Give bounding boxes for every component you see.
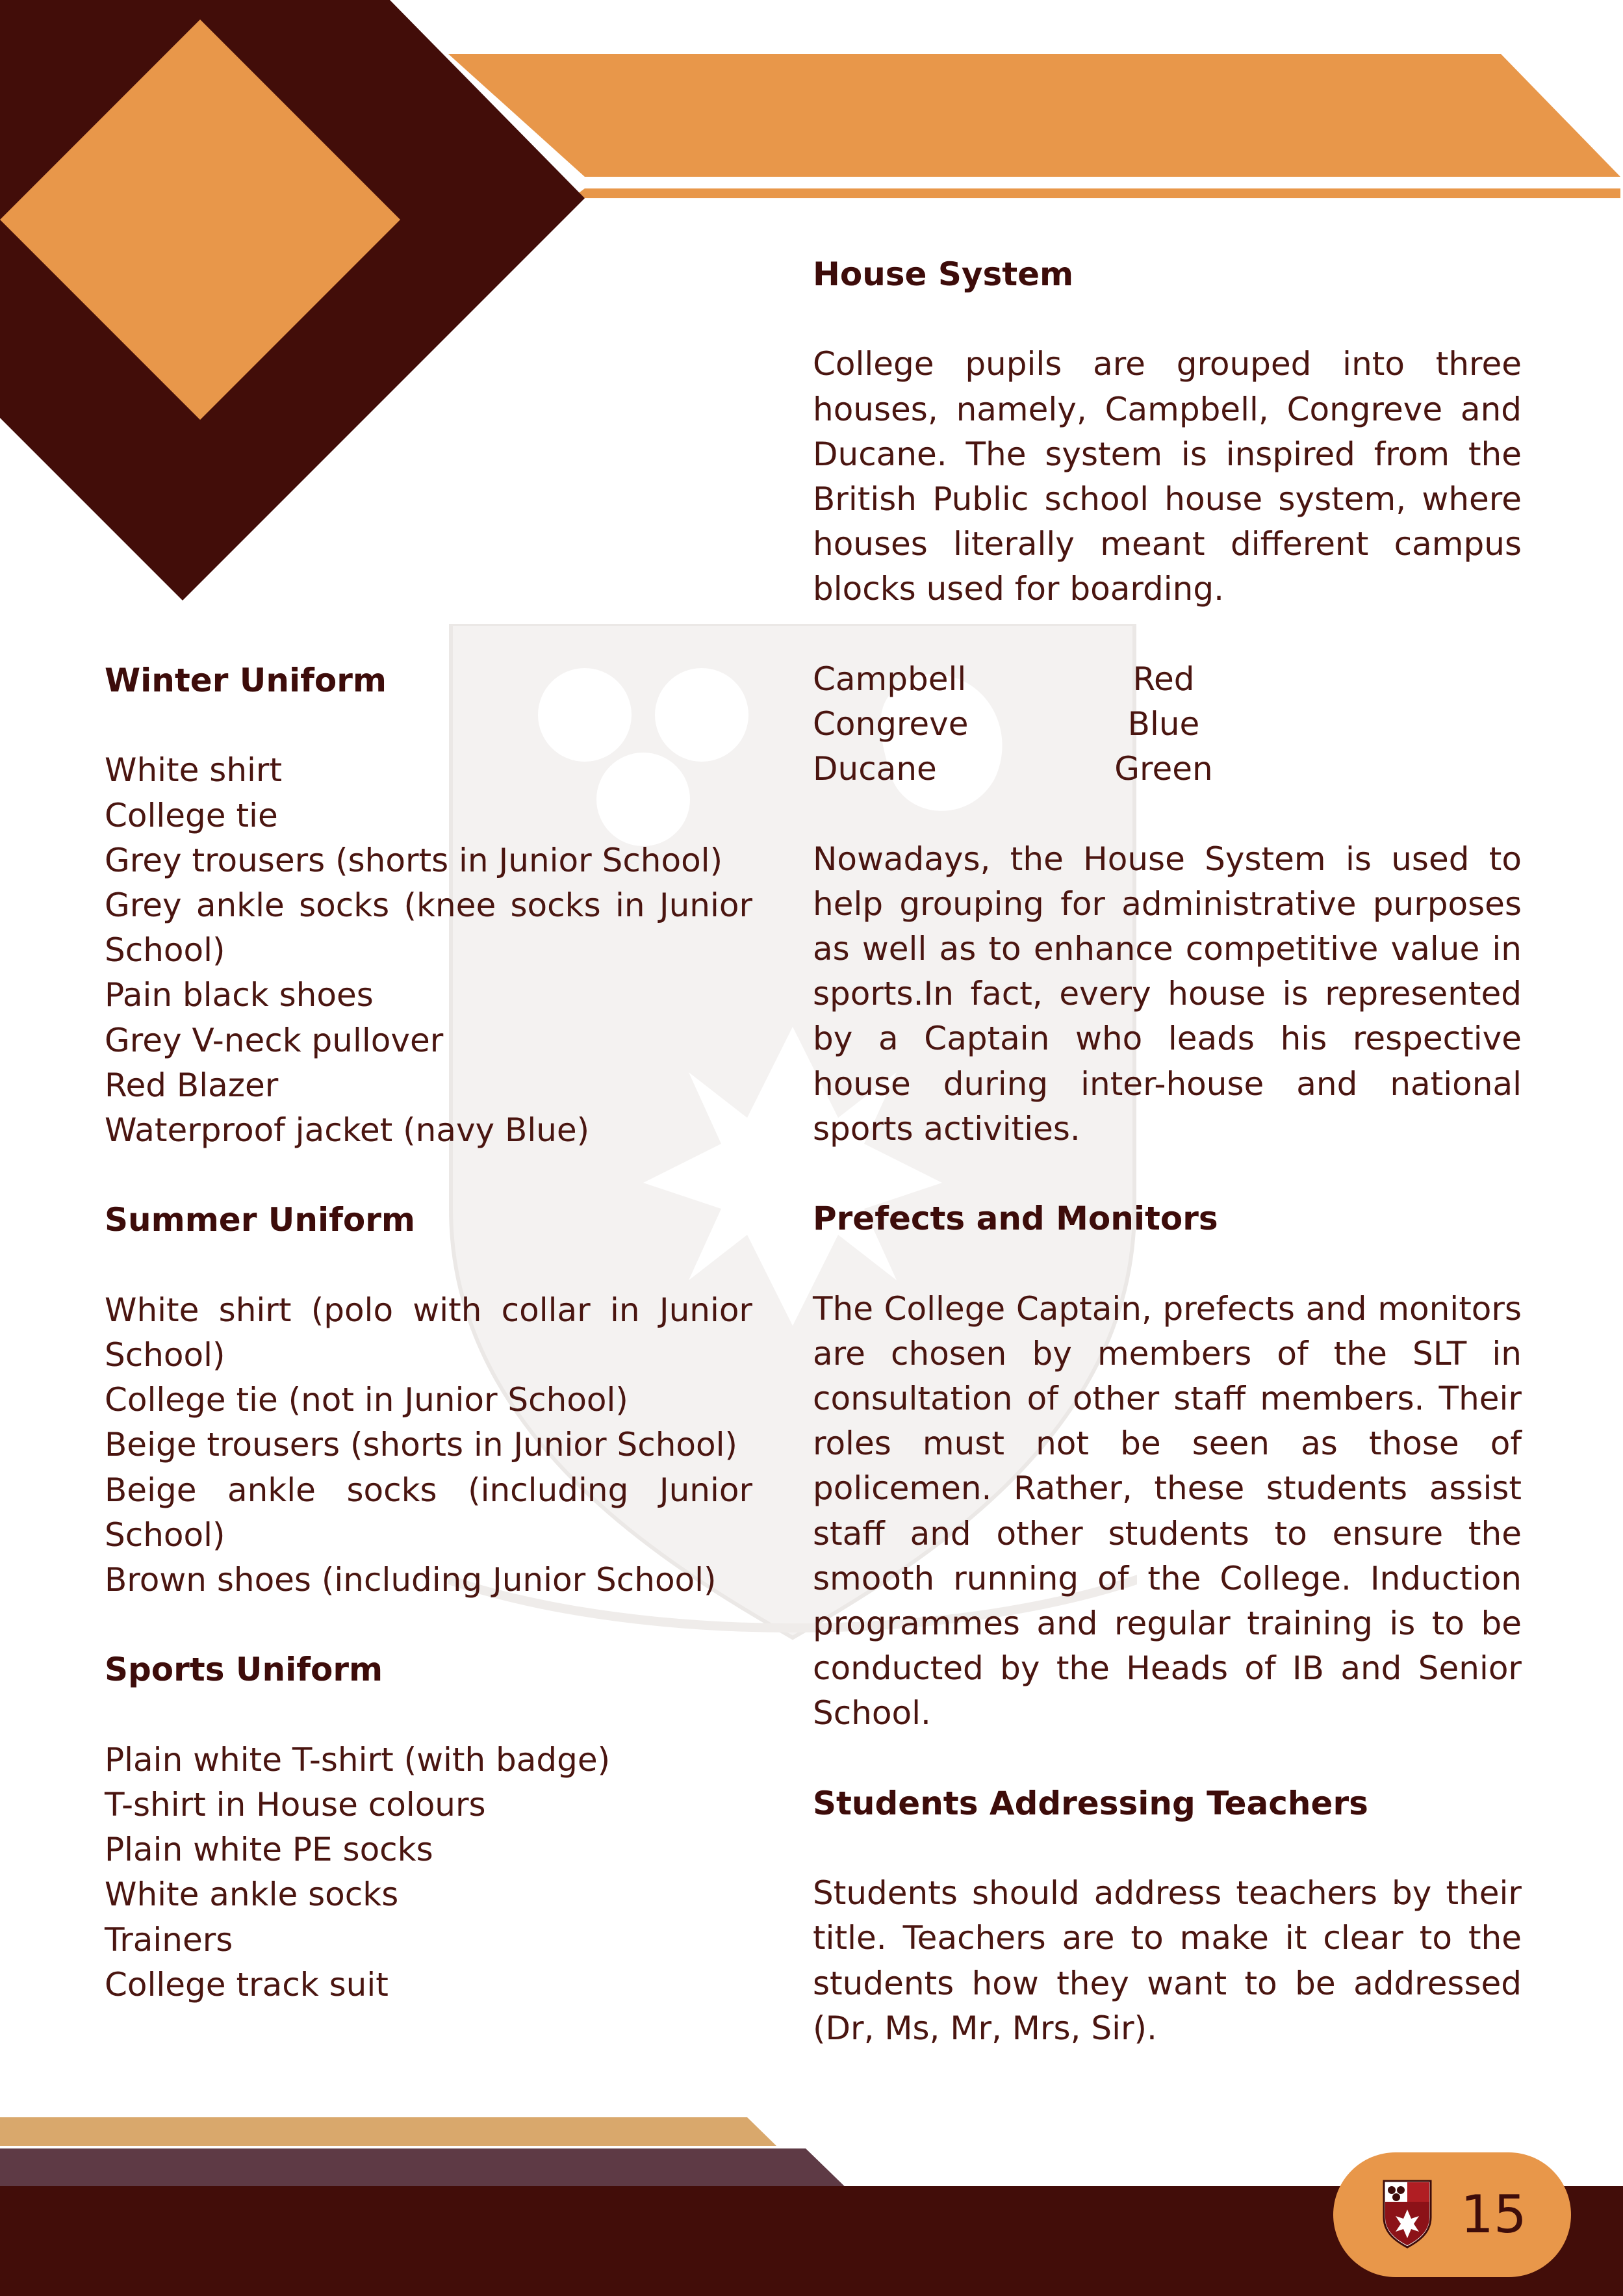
prefects-body: The College Captain, prefects and monitors are chosen by members of the SLT in consultation of other staff members. Their roles must not be seen as those of policemen. Rather, these students assist staff and other students to ensure the smooth running of the College. Induction programmes and regular training is to be conducted by the Heads of IB and Senior School. — [813, 1289, 1522, 1733]
list-item: Beige trousers (shorts in Junior School) — [105, 1426, 737, 1464]
prefects-heading: Prefects and Monitors — [813, 1200, 1218, 1238]
house-colour: Green — [1114, 750, 1213, 788]
addressing-teachers-heading: Students Addressing Teachers — [813, 1784, 1368, 1822]
sports-uniform-list — [105, 1738, 752, 2007]
list-item: T-shirt in House colours — [105, 1786, 486, 1824]
house-name: Congreve — [813, 705, 969, 743]
list-item: Grey V-neck pullover — [105, 1021, 444, 1059]
list-item: Grey ankle socks (knee socks in Junior School) — [105, 886, 752, 970]
list-item: White ankle socks — [105, 1876, 399, 1914]
list-item: White shirt — [105, 751, 283, 790]
list-item: Trainers — [105, 1920, 233, 1959]
house-name: Ducane — [813, 750, 937, 788]
list-item: Plain white PE socks — [105, 1831, 433, 1869]
house-colour: Red — [1132, 660, 1195, 698]
list-item: White shirt (polo with collar in Junior School) — [105, 1291, 752, 1374]
house-name: Campbell — [813, 660, 967, 698]
list-item: Waterproof jacket (navy Blue) — [105, 1111, 590, 1150]
header-orange-band — [448, 54, 1620, 177]
list-item: College tie — [105, 796, 278, 834]
page-number-badge — [1333, 2152, 1571, 2277]
list-item: Grey trousers (shorts in Junior School) — [105, 841, 723, 879]
house-system-body: Nowadays, the House System is used to help grouping for administrative purposes as well as to enhance competitive value in sports.In fact, every house is represented by a Captain who leads his respective house during inter-house and national sports activities. — [813, 840, 1522, 1148]
page-number: 15 — [1461, 2184, 1527, 2245]
house-colour: Blue — [1127, 705, 1200, 743]
school-crest-icon — [1381, 2178, 1433, 2250]
list-item: Beige ankle socks (including Junior School) — [105, 1471, 752, 1554]
addressing-teachers-body: Students should address teachers by their title. Teachers are to make it clear to the students how they want to be addressed (Dr, Ms, Mr, Mrs, Sir). — [813, 1874, 1522, 2047]
right-column — [813, 252, 1522, 2051]
house-system-heading: House System — [813, 255, 1074, 293]
footer-plum-band — [0, 2148, 851, 2193]
list-item: Brown shoes (including Junior School) — [105, 1561, 717, 1599]
list-item: Pain black shoes — [105, 976, 374, 1014]
house-system-intro: College pupils are grouped into three houses, namely, Campbell, Congreve and Ducane. The system is inspired from the British Public school house system, where houses literally meant different campus blocks used for boarding. — [813, 345, 1522, 608]
winter-uniform-heading: Winter Uniform — [105, 662, 387, 699]
list-item: Red Blazer — [105, 1066, 279, 1104]
left-column — [105, 658, 752, 2007]
winter-uniform-list — [105, 748, 752, 1153]
list-item: College tie (not in Junior School) — [105, 1381, 628, 1419]
list-item: Plain white T-shirt (with badge) — [105, 1740, 611, 1779]
sports-uniform-heading: Sports Uniform — [105, 1651, 383, 1689]
header-orange-stripe — [572, 188, 1620, 198]
summer-uniform-list — [105, 1288, 752, 1603]
footer-tan-band — [0, 2117, 776, 2146]
house-colours-list — [813, 657, 1522, 792]
list-item: College track suit — [105, 1965, 389, 2004]
summer-uniform-heading: Summer Uniform — [105, 1201, 415, 1239]
